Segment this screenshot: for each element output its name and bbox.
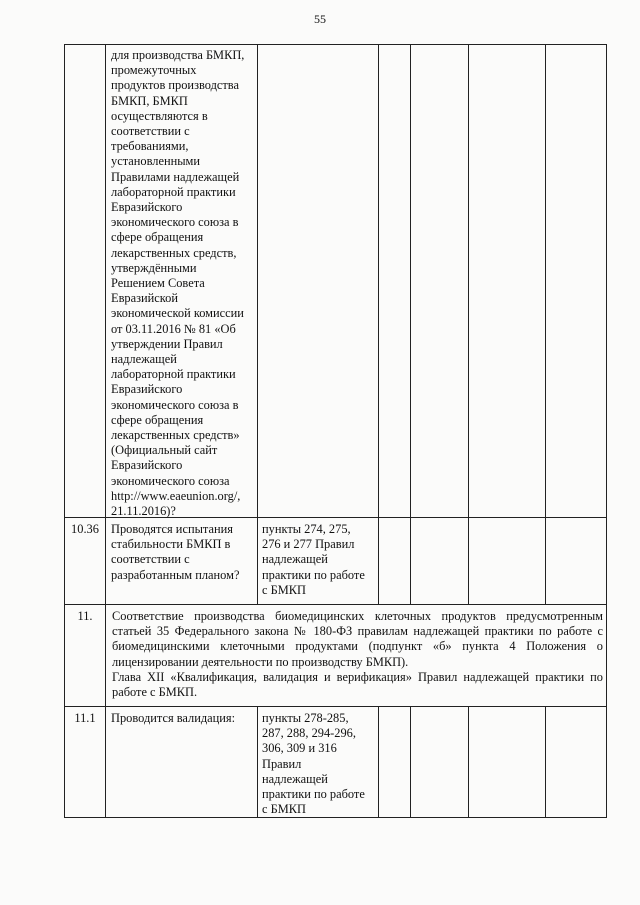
- table-rule: [64, 706, 607, 707]
- table-rule: [378, 44, 379, 604]
- table-rule: [64, 44, 65, 818]
- row-10-36-reference: пункты 274, 275, 276 и 277 Правил надлежащей практики по работе с БМКП: [262, 522, 365, 597]
- table-rule: [545, 44, 546, 604]
- page-number: 55: [314, 12, 326, 26]
- row-11-1-question: Проводится валидация:: [111, 711, 236, 725]
- row-11-number: 11.: [77, 609, 93, 623]
- table-rule: [257, 706, 258, 818]
- row-11-1-reference: пункты 278-285, 287, 288, 294-296, 306, 309 и 316 Правил надлежащей практики по работе с БМКП: [262, 711, 365, 817]
- row-11-chapter-text: Глава XII «Квалификация, валидация и верификация» Правил надлежащей практики по работе с БМКП.: [112, 669, 603, 700]
- row-11-1-number: 11.1: [74, 711, 96, 725]
- row-10-36-number: 10.36: [71, 522, 99, 536]
- table-rule: [105, 44, 106, 818]
- table-rule: [410, 706, 411, 818]
- table-rule: [64, 604, 607, 605]
- row-10-36-question: Проводятся испытания стабильности БМКП в соответствии с разработанным планом?: [111, 522, 240, 582]
- table-rule: [468, 44, 469, 604]
- row-11-heading-text: Соответствие производства биомедицинских клеточных продуктов предусмотренным статьей 35 Федерального закона № 180-ФЗ правилам надлежащей практики по работе с биомедицинскими клеточными продуктами (подпункт «б» пункта 4 Положения о лицензировании деятельности по производству БМКП).: [112, 609, 603, 669]
- table-rule: [64, 44, 607, 45]
- table-rule: [545, 706, 546, 818]
- table-rule: [468, 706, 469, 818]
- table-rule: [378, 706, 379, 818]
- table-rule: [410, 44, 411, 604]
- continuation-question: для производства БМКП, промежуточных продуктов производства БМКП, БМКП осуществляются в соответствии с требованиями, установленными Правилами надлежащей лабораторной практики Евразийского экономического союза в сфере обращения лекарственных средств, утверждёнными Решением Совета Евразийской экономической комиссии от 03.11.2016 № 81 «Об утверждении Правил надлежащей лабораторной практики Евразийского экономического союза в сфере обращения лекарственных средств» (Официальный сайт Евразийского экономического союза http://www.eaeunion.org/, 21.11.2016)?: [111, 48, 245, 519]
- row-11-heading: [112, 609, 603, 700]
- table-rule: [606, 44, 607, 818]
- table-rule: [257, 44, 258, 604]
